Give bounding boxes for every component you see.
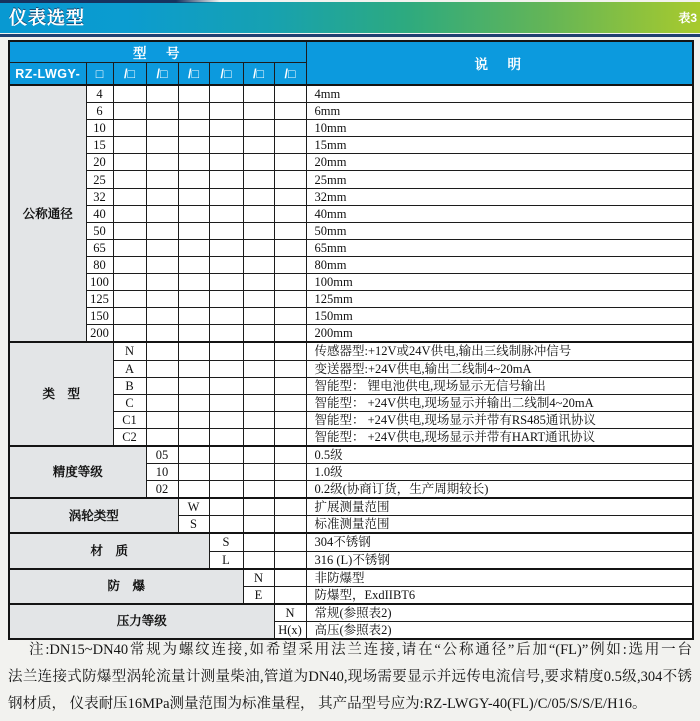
description-cell: 125mm (306, 291, 693, 308)
code-cell: S (178, 516, 209, 534)
empty-code-cell (113, 274, 146, 291)
table-row (9, 171, 693, 188)
code-cell: 32 (86, 188, 113, 205)
empty-code-cell (146, 239, 178, 256)
empty-code-cell (243, 481, 274, 499)
empty-code-cell (274, 551, 306, 569)
empty-code-cell (178, 154, 209, 171)
table-row (9, 308, 693, 325)
empty-code-cell (274, 188, 306, 205)
empty-code-cell (274, 360, 306, 377)
empty-code-cell (146, 325, 178, 343)
empty-code-cell (243, 394, 274, 411)
description-cell: 15mm (306, 137, 693, 154)
empty-code-cell (209, 222, 243, 239)
empty-code-cell (243, 342, 274, 360)
empty-code-cell (146, 171, 178, 188)
table-row (9, 256, 693, 273)
note-line-2: 法兰连接式防爆型涡轮流量计测量柴油,管道为DN40,现场需要显示并远传电流信号,要求精度0.5级,304不锈 (8, 669, 692, 685)
section-label: 涡轮类型 (9, 498, 178, 533)
code-cell: W (178, 498, 209, 516)
empty-code-cell (274, 291, 306, 308)
code-cell: N (274, 604, 306, 622)
footnote (8, 637, 692, 718)
empty-code-cell (243, 154, 274, 171)
empty-code-cell (146, 103, 178, 120)
code-cell: N (113, 342, 146, 360)
empty-code-cell (113, 325, 146, 343)
empty-code-cell (113, 154, 146, 171)
empty-code-cell (146, 85, 178, 103)
empty-code-cell (243, 274, 274, 291)
empty-code-cell (274, 256, 306, 273)
empty-code-cell (209, 481, 243, 499)
table-row (9, 498, 693, 516)
empty-code-cell (178, 428, 209, 446)
empty-code-cell (274, 85, 306, 103)
code-cell: 125 (86, 291, 113, 308)
table-row (9, 604, 693, 622)
empty-code-cell (243, 516, 274, 534)
table-row (9, 325, 693, 343)
empty-code-cell (243, 222, 274, 239)
table-row (9, 137, 693, 154)
empty-code-cell (178, 188, 209, 205)
empty-code-cell (209, 360, 243, 377)
empty-code-cell (274, 411, 306, 428)
empty-code-cell (209, 394, 243, 411)
empty-code-cell (146, 291, 178, 308)
code-cell: E (243, 586, 274, 604)
description-cell: 0.5级 (306, 446, 693, 464)
empty-code-cell (178, 239, 209, 256)
empty-code-cell (209, 171, 243, 188)
empty-code-cell (113, 291, 146, 308)
model-header: 型 号 (9, 41, 306, 63)
table-row (9, 342, 693, 360)
description-cell: 传感器型:+12V或24V供电,输出三线制脉冲信号 (306, 342, 693, 360)
empty-code-cell (178, 137, 209, 154)
description-cell: 304不锈钢 (306, 533, 693, 551)
description-cell: 常规(参照表2) (306, 604, 693, 622)
empty-code-cell (274, 377, 306, 394)
section-label: 材 质 (9, 533, 209, 568)
empty-code-cell (243, 377, 274, 394)
empty-code-cell (146, 411, 178, 428)
empty-code-cell (209, 188, 243, 205)
description-cell: 标准测量范围 (306, 516, 693, 534)
description-cell: 25mm (306, 171, 693, 188)
empty-code-cell (178, 325, 209, 343)
empty-code-cell (178, 446, 209, 464)
code-box-header: /□ (209, 63, 243, 86)
code-cell: 100 (86, 274, 113, 291)
empty-code-cell (146, 137, 178, 154)
code-cell: L (209, 551, 243, 569)
empty-code-cell (178, 411, 209, 428)
empty-code-cell (178, 481, 209, 499)
empty-code-cell (146, 188, 178, 205)
empty-code-cell (243, 120, 274, 137)
table-body (9, 85, 693, 639)
page-title: 仪表选型 (9, 8, 85, 28)
empty-code-cell (209, 464, 243, 481)
code-cell: 150 (86, 308, 113, 325)
empty-code-cell (178, 377, 209, 394)
empty-code-cell (209, 516, 243, 534)
code-cell: 02 (146, 481, 178, 499)
empty-code-cell (274, 308, 306, 325)
table-row (9, 222, 693, 239)
empty-code-cell (178, 103, 209, 120)
table-row (9, 154, 693, 171)
empty-code-cell (146, 256, 178, 273)
table-row (9, 291, 693, 308)
code-cell: C2 (113, 428, 146, 446)
empty-code-cell (178, 308, 209, 325)
empty-code-cell (243, 464, 274, 481)
empty-code-cell (113, 222, 146, 239)
code-cell: A (113, 360, 146, 377)
code-box-header: /□ (274, 63, 306, 86)
empty-code-cell (146, 342, 178, 360)
section-label: 公称通径 (9, 85, 86, 342)
empty-code-cell (178, 464, 209, 481)
description-cell: 智能型： 锂电池供电,现场显示无信号输出 (306, 377, 693, 394)
table-row (9, 85, 693, 103)
code-cell: 200 (86, 325, 113, 343)
table-row (9, 569, 693, 587)
empty-code-cell (209, 120, 243, 137)
section-label: 类 型 (9, 342, 113, 446)
code-cell: 6 (86, 103, 113, 120)
empty-code-cell (146, 120, 178, 137)
description-cell: 智能型： +24V供电,现场显示并带有HART通讯协议 (306, 428, 693, 446)
selection-table (8, 40, 694, 640)
table-row (9, 239, 693, 256)
note-line-3: 钢材质， 仪表耐压16MPa测量范围为标准量程， 其产品型号应为:RZ-LWGY-40(FL)/C/05/S/S/E/H16。 (8, 696, 647, 712)
code-cell: 4 (86, 85, 113, 103)
empty-code-cell (113, 256, 146, 273)
empty-code-cell (243, 498, 274, 516)
code-cell: C (113, 394, 146, 411)
empty-code-cell (113, 239, 146, 256)
empty-code-cell (209, 446, 243, 464)
empty-code-cell (209, 377, 243, 394)
description-cell: 非防爆型 (306, 569, 693, 587)
empty-code-cell (243, 551, 274, 569)
empty-code-cell (274, 481, 306, 499)
description-header: 说 明 (306, 41, 693, 85)
empty-code-cell (178, 394, 209, 411)
empty-code-cell (243, 446, 274, 464)
empty-code-cell (178, 120, 209, 137)
empty-code-cell (178, 256, 209, 273)
empty-code-cell (209, 498, 243, 516)
empty-code-cell (209, 154, 243, 171)
description-cell: 316 (L)不锈钢 (306, 551, 693, 569)
empty-code-cell (274, 103, 306, 120)
empty-code-cell (113, 188, 146, 205)
note-line-1: 注:DN15~DN40常规为螺纹连接,如希望采用法兰连接,请在“公称通径”后加“(FL)”例如:选用一台 (29, 642, 692, 658)
title-banner (0, 2, 700, 33)
empty-code-cell (146, 428, 178, 446)
empty-code-cell (178, 342, 209, 360)
empty-code-cell (113, 205, 146, 222)
empty-code-cell (178, 205, 209, 222)
description-cell: 智能型： +24V供电,现场显示并带有RS485通讯协议 (306, 411, 693, 428)
description-cell: 高压(参照表2) (306, 621, 693, 639)
empty-code-cell (274, 239, 306, 256)
empty-code-cell (243, 533, 274, 551)
description-cell: 80mm (306, 256, 693, 273)
code-cell: H(x) (274, 621, 306, 639)
empty-code-cell (146, 154, 178, 171)
empty-code-cell (243, 171, 274, 188)
empty-code-cell (146, 394, 178, 411)
empty-code-cell (209, 411, 243, 428)
empty-code-cell (243, 137, 274, 154)
empty-code-cell (243, 188, 274, 205)
table-row (9, 103, 693, 120)
code-box-header: /□ (113, 63, 146, 86)
empty-code-cell (113, 137, 146, 154)
empty-code-cell (178, 222, 209, 239)
code-box-header: /□ (243, 63, 274, 86)
code-cell: S (209, 533, 243, 551)
empty-code-cell (113, 103, 146, 120)
description-cell: 200mm (306, 325, 693, 343)
empty-code-cell (274, 569, 306, 587)
empty-code-cell (274, 274, 306, 291)
empty-code-cell (243, 360, 274, 377)
empty-code-cell (243, 239, 274, 256)
description-cell: 20mm (306, 154, 693, 171)
code-cell: 25 (86, 171, 113, 188)
description-cell: 65mm (306, 239, 693, 256)
table-head (9, 41, 693, 85)
empty-code-cell (274, 222, 306, 239)
empty-code-cell (178, 291, 209, 308)
empty-code-cell (274, 342, 306, 360)
section-label: 防 爆 (9, 569, 243, 604)
empty-code-cell (274, 120, 306, 137)
empty-code-cell (243, 291, 274, 308)
table-row (9, 188, 693, 205)
empty-code-cell (274, 428, 306, 446)
empty-code-cell (243, 103, 274, 120)
empty-code-cell (243, 308, 274, 325)
empty-code-cell (209, 205, 243, 222)
empty-code-cell (243, 205, 274, 222)
empty-code-cell (209, 274, 243, 291)
description-cell: 40mm (306, 205, 693, 222)
empty-code-cell (274, 325, 306, 343)
description-cell: 扩展测量范围 (306, 498, 693, 516)
code-cell: 20 (86, 154, 113, 171)
empty-code-cell (274, 137, 306, 154)
code-cell: C1 (113, 411, 146, 428)
empty-code-cell (146, 222, 178, 239)
table-row (9, 533, 693, 551)
empty-code-cell (243, 428, 274, 446)
description-cell: 100mm (306, 274, 693, 291)
empty-code-cell (113, 308, 146, 325)
table-row (9, 120, 693, 137)
code-cell: 10 (86, 120, 113, 137)
code-box-header: /□ (146, 63, 178, 86)
model-prefix: RZ-LWGY- (9, 63, 86, 86)
empty-code-cell (274, 205, 306, 222)
empty-code-cell (146, 274, 178, 291)
empty-code-cell (274, 464, 306, 481)
empty-code-cell (274, 446, 306, 464)
section-label: 压力等级 (9, 604, 274, 639)
empty-code-cell (243, 411, 274, 428)
empty-code-cell (274, 533, 306, 551)
code-cell: B (113, 377, 146, 394)
description-cell: 4mm (306, 85, 693, 103)
description-cell: 1.0级 (306, 464, 693, 481)
empty-code-cell (209, 291, 243, 308)
empty-code-cell (274, 154, 306, 171)
empty-code-cell (178, 274, 209, 291)
description-cell: 150mm (306, 308, 693, 325)
empty-code-cell (178, 85, 209, 103)
description-cell: 50mm (306, 222, 693, 239)
empty-code-cell (274, 586, 306, 604)
code-cell: 50 (86, 222, 113, 239)
table-row (9, 274, 693, 291)
empty-code-cell (146, 308, 178, 325)
table-row (9, 205, 693, 222)
empty-code-cell (209, 308, 243, 325)
code-cell: 80 (86, 256, 113, 273)
code-cell: 65 (86, 239, 113, 256)
empty-code-cell (209, 85, 243, 103)
empty-code-cell (209, 428, 243, 446)
empty-code-cell (209, 342, 243, 360)
code-cell: 10 (146, 464, 178, 481)
empty-code-cell (146, 377, 178, 394)
description-cell: 32mm (306, 188, 693, 205)
section-label: 精度等级 (9, 446, 146, 498)
model-header-row (9, 41, 693, 63)
empty-code-cell (274, 498, 306, 516)
empty-code-cell (146, 205, 178, 222)
code-cell: 40 (86, 205, 113, 222)
code-box-header: □ (86, 63, 113, 86)
code-cell: 05 (146, 446, 178, 464)
empty-code-cell (178, 360, 209, 377)
empty-code-cell (209, 325, 243, 343)
empty-code-cell (178, 171, 209, 188)
code-box-header: /□ (178, 63, 209, 86)
empty-code-cell (113, 171, 146, 188)
description-cell: 10mm (306, 120, 693, 137)
empty-code-cell (146, 360, 178, 377)
empty-code-cell (274, 171, 306, 188)
divider-rule (0, 34, 700, 37)
empty-code-cell (243, 256, 274, 273)
description-cell: 智能型： +24V供电,现场显示并输出二线制4~20mA (306, 394, 693, 411)
code-cell: 15 (86, 137, 113, 154)
empty-code-cell (113, 85, 146, 103)
table-row (9, 446, 693, 464)
empty-code-cell (209, 103, 243, 120)
description-cell: 变送器型:+24V供电,输出二线制4~20mA (306, 360, 693, 377)
empty-code-cell (209, 256, 243, 273)
description-cell: 防爆型，ExdIIBT6 (306, 586, 693, 604)
empty-code-cell (243, 325, 274, 343)
empty-code-cell (274, 394, 306, 411)
empty-code-cell (209, 239, 243, 256)
description-cell: 6mm (306, 103, 693, 120)
code-cell: N (243, 569, 274, 587)
table-number-badge: 表3 (678, 11, 697, 25)
description-cell: 0.2级(协商订货，生产周期较长) (306, 481, 693, 499)
empty-code-cell (243, 85, 274, 103)
empty-code-cell (209, 137, 243, 154)
empty-code-cell (113, 120, 146, 137)
empty-code-cell (274, 516, 306, 534)
